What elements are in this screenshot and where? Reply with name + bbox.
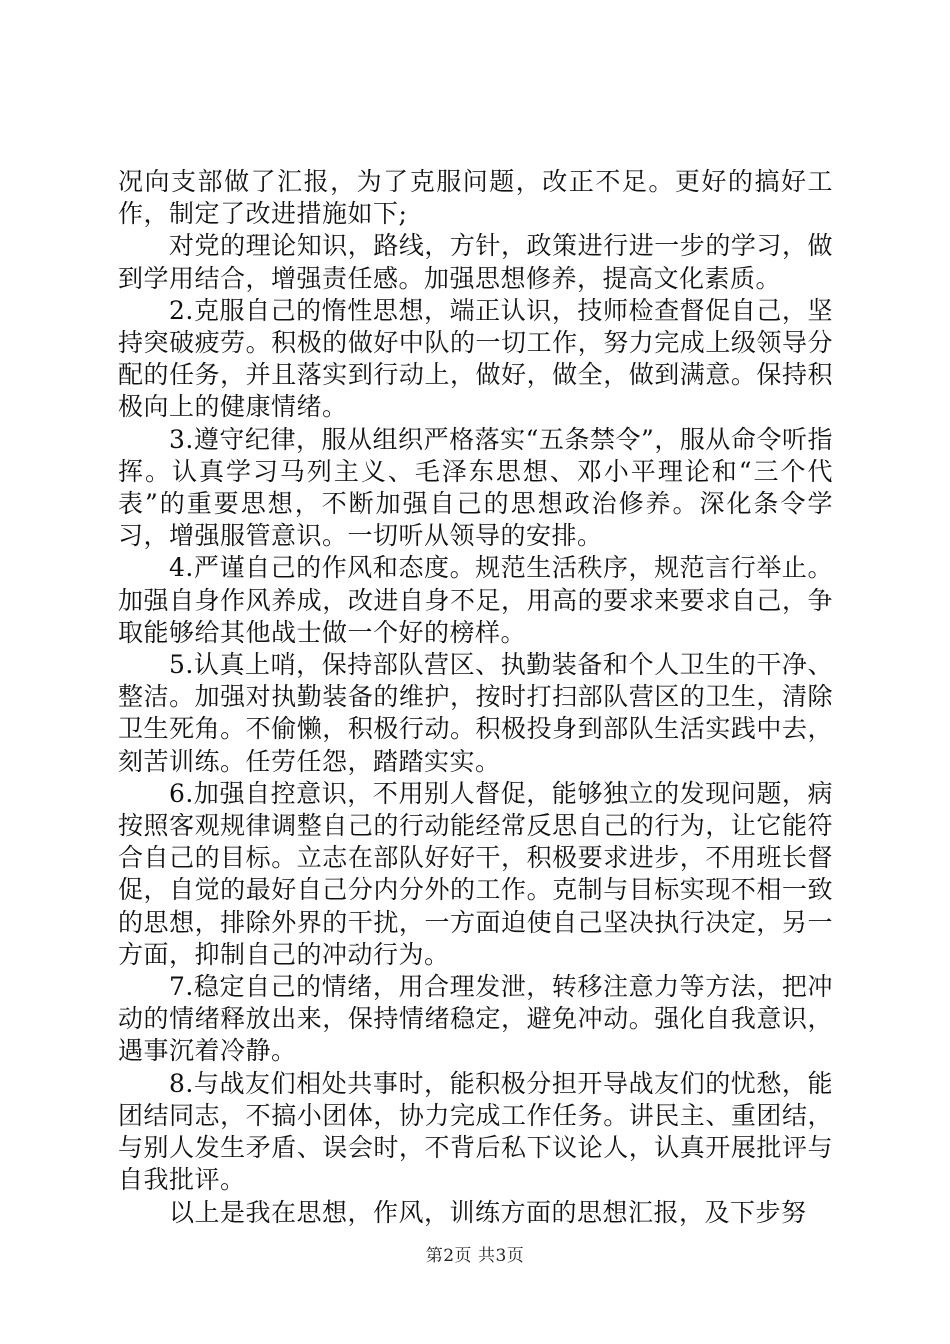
page-number-footer: 第2页 共3页 — [425, 1246, 525, 1266]
paragraph-8: 8.与战友们相处共事时，能积极分担开导战友们的忧愁，能团结同志，不搞小团体，协力完成工作任务。讲民主、重团结，与别人发生矛盾、误会时，不背后私下议论人，认真开展批评与自我批评。 — [118, 1068, 833, 1195]
paragraph-4: 4.严谨自己的作风和态度。规范生活秩序，规范言行举止。加强自身作风养成，改进自身不足，用高的要求来要求自己，争取能够给其他战士做一个好的榜样。 — [118, 553, 833, 647]
paragraph-continuation: 况向支部做了汇报，为了克服问题，改正不足。更好的搞好工作，制定了改进措施如下; — [118, 167, 833, 229]
paragraph-2: 2.克服自己的惰性思想，端正认识，技师检查督促自己，坚持突破疲劳。积极的做好中队的一切工作，努力完成上级领导分配的任务，并且落实到行动上，做好，做全，做到满意。保持积极向上的健康情绪。 — [118, 295, 833, 422]
paragraph-1: 对党的理论知识，路线，方针，政策进行进一步的学习，做到学用结合，增强责任感。加强思想修养，提高文化素质。 — [118, 231, 833, 293]
paragraph-7: 7.稳定自己的情绪，用合理发泄，转移注意力等方法，把冲动的情绪释放出来，保持情绪稳定，避免冲动。强化自我意识，遇事沉着冷静。 — [118, 972, 833, 1066]
document-body — [118, 166, 833, 1229]
paragraph-5: 5.认真上哨，保持部队营区、执勤装备和个人卫生的干净、整洁。加强对执勤装备的维护，按时打扫部队营区的卫生，清除卫生死角。不偷懒，积极行动。积极投身到部队生活实践中去，刻苦训练。任劳任怨，踏踏实实。 — [118, 650, 833, 776]
paragraph-6: 6.加强自控意识，不用别人督促，能够独立的发现问题，病按照客观规律调整自己的行动能经常反思自己的行为，让它能符合自己的目标。立志在部队好好干，积极要求进步，不用班长督促，自觉的最好自己分内分外的工作。克制与目标实现不相一致的思想，排除外界的干扰，一方面迫使自己坚决执行决定，另一方面，抑制自己的冲动行为。 — [118, 778, 833, 969]
paragraph-3: 3.遵守纪律，服从组织严格落实“五条禁令”，服从命令听指挥。认真学习马列主义、毛泽东思想、邓小平理论和“三个代表”的重要思想，不断加强自己的思想政治修养。深化条令学习，增强服管意识。一切听从领导的安排。 — [118, 424, 833, 551]
paragraph-closing: 以上是我在思想，作风，训练方面的思想汇报，及下步努 — [169, 1197, 807, 1227]
